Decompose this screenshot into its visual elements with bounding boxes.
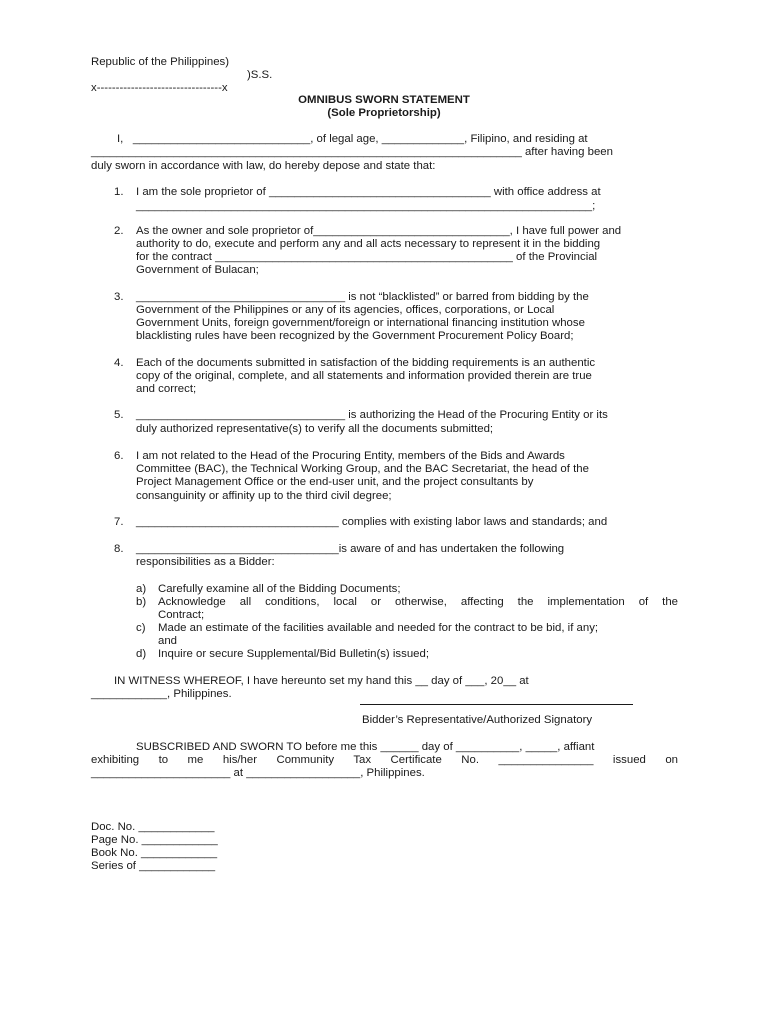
item-number: 8. bbox=[114, 543, 124, 555]
item-7-line-1: ________________________________ complies with existing labor laws and standards; and bbox=[136, 516, 608, 528]
document-subtitle: (Sole Proprietorship) bbox=[327, 107, 441, 119]
venue-line-2: )S.S. bbox=[247, 69, 273, 81]
item-number: 3. bbox=[114, 291, 124, 303]
item-6-line-2: Committee (BAC), the Technical Working Group, and the BAC Secretariat, the head of the bbox=[136, 463, 589, 475]
item-4-line-1: Each of the documents submitted in satisfaction of the bidding requirements is an authentic bbox=[136, 357, 596, 369]
item-8-line-2: responsibilities as a Bidder: bbox=[136, 556, 275, 568]
venue-line-3: x---------------------------------x bbox=[91, 82, 228, 94]
item-3-line-1: _________________________________ is not “blacklisted” or barred from bidding by the bbox=[136, 291, 589, 303]
item-2-line-4: Government of Bulacan; bbox=[136, 264, 259, 276]
jurat-line-2: exhibiting to me his/her Community Tax Certificate No. _______________ issued on bbox=[91, 754, 678, 766]
subitem-letter: b) bbox=[136, 596, 147, 608]
item-number: 5. bbox=[114, 409, 124, 421]
item-4-line-2: copy of the original, complete, and all statements and information provided therein are true bbox=[136, 370, 592, 382]
subitem-d-line-1: Inquire or secure Supplemental/Bid Bulletin(s) issued; bbox=[158, 648, 429, 660]
item-5-line-1: _________________________________ is authorizing the Head of the Procuring Entity or its bbox=[136, 409, 608, 421]
item-3-line-2: Government of the Philippines or any of its agencies, offices, corporations, or Local bbox=[136, 304, 555, 316]
item-8-line-1: ________________________________is aware of and has undertaken the following bbox=[136, 543, 565, 555]
signature-line bbox=[360, 704, 633, 705]
subitem-b-line-1: Acknowledge all conditions, local or otherwise, affecting the implementation of the bbox=[158, 596, 678, 608]
item-6-line-4: consanguinity or affinity up to the third civil degree; bbox=[136, 490, 392, 502]
jurat-line-1: SUBSCRIBED AND SWORN TO before me this ______ day of __________, _____, affiant bbox=[136, 741, 595, 753]
item-number: 1. bbox=[114, 186, 124, 198]
subitem-c-line-1: Made an estimate of the facilities available and needed for the contract to be bid, if any; bbox=[158, 622, 599, 634]
subitem-b-line-2: Contract; bbox=[158, 609, 205, 621]
item-number: 4. bbox=[114, 357, 124, 369]
item-2-line-3: for the contract _______________________________________________ of the Provincial bbox=[136, 251, 598, 263]
item-number: 7. bbox=[114, 516, 124, 528]
intro-line-3: duly sworn in accordance with law, do hereby depose and state that: bbox=[91, 160, 436, 172]
item-number: 6. bbox=[114, 450, 124, 462]
item-2-line-1: As the owner and sole proprietor of_______________________________, I have full power and bbox=[136, 225, 622, 237]
item-number: 2. bbox=[114, 225, 124, 237]
witness-line-2: ____________, Philippines. bbox=[91, 688, 232, 700]
document-title: OMNIBUS SWORN STATEMENT bbox=[298, 94, 470, 106]
venue-line-1: Republic of the Philippines) bbox=[91, 56, 230, 68]
notary-doc-no: Doc. No. ____________ bbox=[91, 821, 215, 833]
item-2-line-2: authority to do, execute and perform any and all acts necessary to represent it in the bidding bbox=[136, 238, 601, 250]
notary-series-of: Series of ____________ bbox=[91, 860, 216, 872]
subitem-a-line-1: Carefully examine all of the Bidding Documents; bbox=[158, 583, 401, 595]
subitem-letter: d) bbox=[136, 648, 147, 660]
subitem-c-line-2: and bbox=[158, 635, 178, 647]
notary-page-no: Page No. ____________ bbox=[91, 834, 218, 846]
item-6-line-3: Project Management Office or the end-user unit, and the project consultants by bbox=[136, 476, 534, 488]
intro-line-2: ____________________________________________________________________ after having been bbox=[91, 146, 613, 158]
item-3-line-3: Government Units, foreign government/foreign or international financing institution whose bbox=[136, 317, 585, 329]
intro-line-1: I, ____________________________, of legal age, _____________, Filipino, and residing at bbox=[117, 133, 588, 145]
witness-line-1: IN WITNESS WHEREOF, I have hereunto set my hand this __ day of ___, 20__ at bbox=[114, 675, 529, 687]
item-1-line-1: I am the sole proprietor of ___________________________________ with office address at bbox=[136, 186, 601, 198]
item-6-line-1: I am not related to the Head of the Procuring Entity, members of the Bids and Awards bbox=[136, 450, 565, 462]
notary-book-no: Book No. ____________ bbox=[91, 847, 218, 859]
item-4-line-3: and correct; bbox=[136, 383, 197, 395]
item-5-line-2: duly authorized representative(s) to verify all the documents submitted; bbox=[136, 423, 494, 435]
jurat-line-3: ______________________ at __________________, Philippines. bbox=[91, 767, 425, 779]
item-1-line-2: ________________________________________________________________________; bbox=[136, 200, 596, 212]
signatory-caption: Bidder’s Representative/Authorized Signatory bbox=[362, 714, 593, 726]
item-3-line-4: blacklisting rules have been recognized by the Government Procurement Policy Board; bbox=[136, 330, 574, 342]
subitem-letter: a) bbox=[136, 583, 147, 595]
subitem-letter: c) bbox=[136, 622, 146, 634]
